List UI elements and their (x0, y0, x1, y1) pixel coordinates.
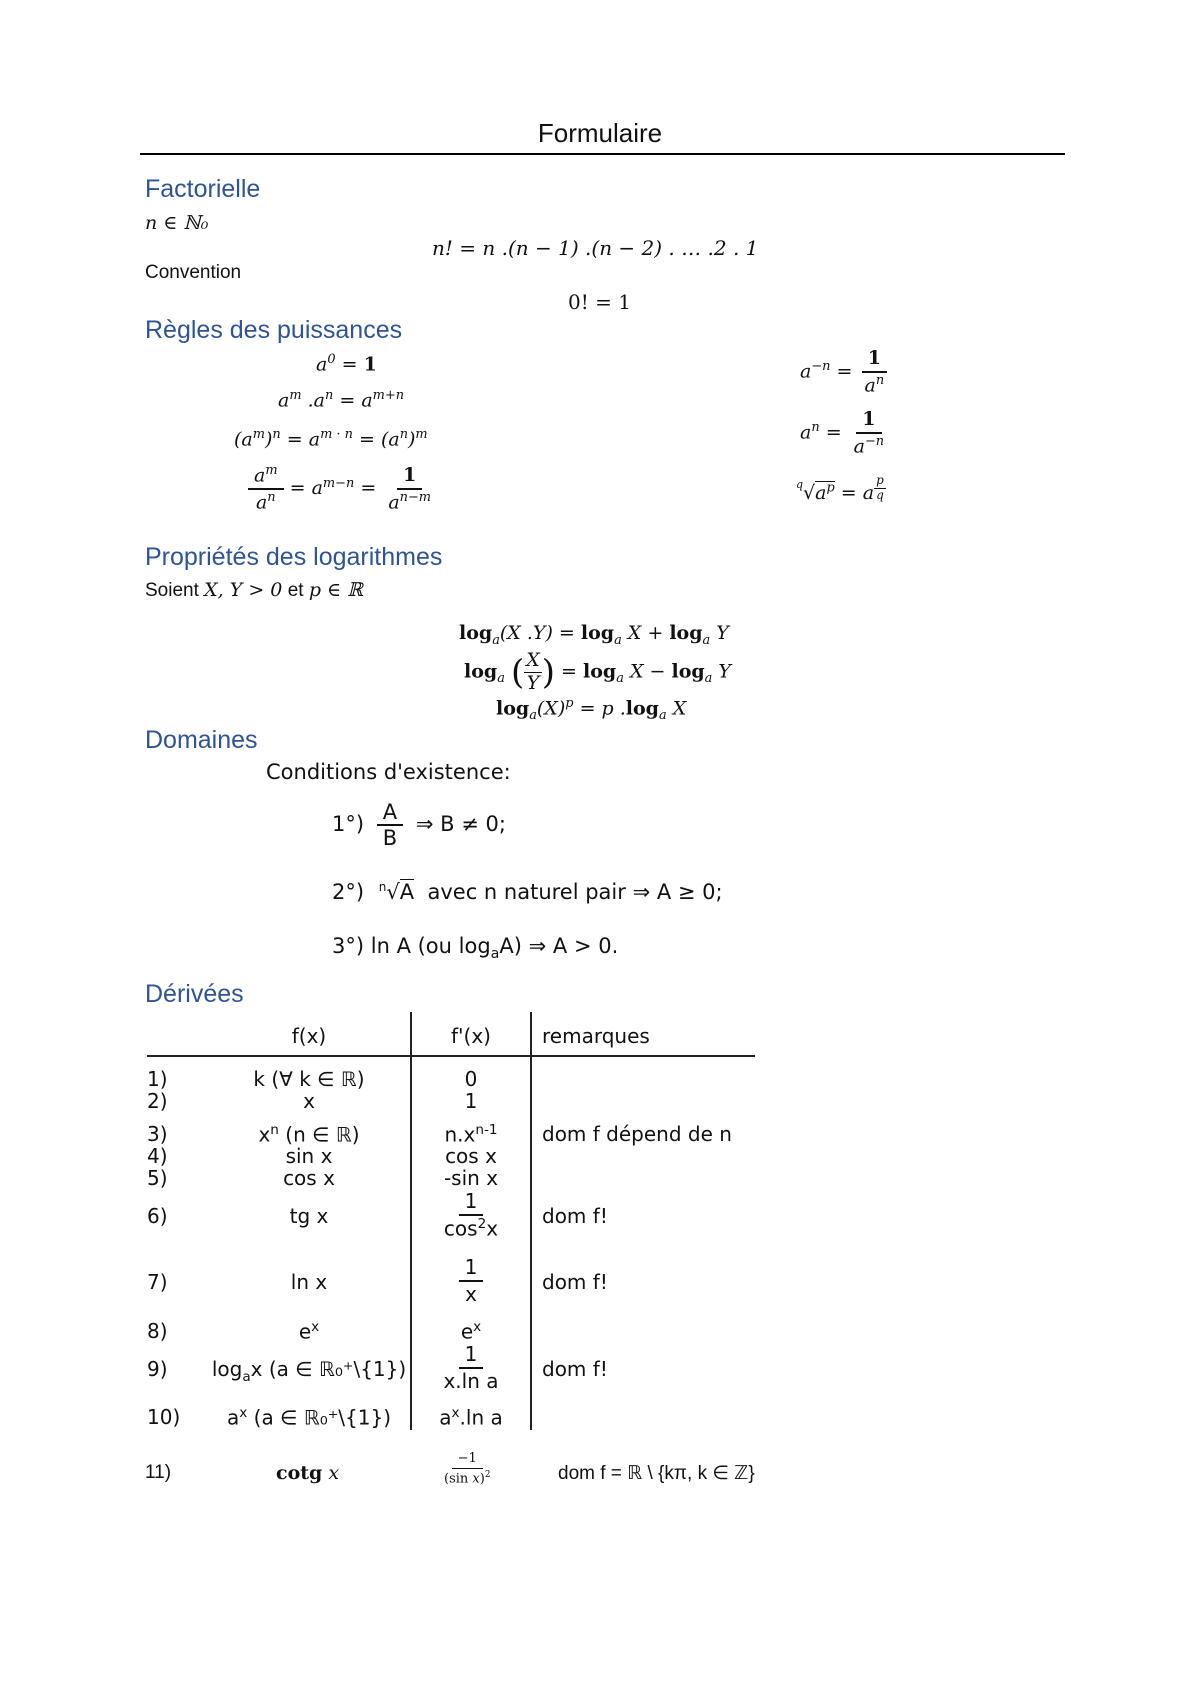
row-f: $\log_ax$ (a ∈ ℝ₀⁺\{1}) (211, 1357, 407, 1385)
row-f-base: e (298, 1319, 312, 1344)
et-label: et (287, 580, 304, 601)
convention-label: Convention (145, 262, 242, 283)
row-f: $e^x$ (298, 1319, 320, 1344)
power-rule-negative: $a^{-n}$ = $\frac{1}{a^n}$ (800, 348, 890, 397)
row-fprime-text: .ln a (459, 1405, 503, 1430)
condition-3-number: 3°) (332, 934, 365, 958)
row-fprime: 1 (464, 1089, 478, 1113)
derivatives-table (147, 1012, 755, 1430)
row-f: ln x (290, 1270, 328, 1294)
heading-factorielle: Factorielle (145, 175, 261, 203)
heading-derivees: Dérivées (145, 980, 244, 1008)
row-fprime: $n.x^{n-1}$ (444, 1122, 498, 1147)
row-f-condition: (n ∈ ℝ) (285, 1122, 360, 1147)
power-rule-quotient: $\frac{a^m}{a^n}$ = $a^{m-n}$ = $\frac{1}{a^{n-m}}$ (248, 464, 437, 514)
row-11-remark: dom f = ℝ \ {kπ, k ∈ ℤ} (558, 1463, 755, 1484)
log-conditions (145, 579, 363, 602)
condition-3-sub: a (490, 946, 500, 963)
row-fprime-text: n.x (444, 1122, 476, 1147)
row-f-condition: (a ∈ ℝ₀⁺\{1}) (268, 1357, 407, 1381)
column-header-remarques: remarques (542, 1024, 650, 1048)
row-number: 8) (147, 1319, 168, 1343)
table-divider-2 (530, 1012, 532, 1430)
condition-1-number: 1°) (332, 812, 365, 837)
row-f: $a^x$ (a ∈ ℝ₀⁺\{1}) (227, 1405, 391, 1430)
power-rule-product: $a^m$ $.a^n = a^{m+n}$ (278, 388, 405, 412)
page-title: Formulaire (537, 118, 663, 148)
heading-puissances: Règles des puissances (145, 316, 403, 344)
row-fprime: -sin x (443, 1166, 499, 1190)
condition-2: 2°) $^n$√A avec n naturel pair ⇒ A ≥ 0; (332, 880, 723, 904)
row-fprime: 0 (464, 1067, 478, 1091)
row-f: sin x (285, 1144, 333, 1168)
column-header-f: f(x) (291, 1024, 327, 1048)
row-11-number: 11) (145, 1462, 172, 1483)
soient-label: Soient (145, 580, 199, 601)
row-11-fprime: $\frac{-1}{(\sin x)^2}$ (444, 1451, 491, 1487)
column-header-fprime: f'(x) (451, 1024, 491, 1048)
row-fprime: $\frac{1}{\cos^2x}$ (443, 1189, 499, 1241)
power-rule-power: $(a^m)^n = a^{m \cdot n} = (a^n)^m$ (234, 427, 428, 451)
row-number: 5) (147, 1166, 168, 1190)
row-number: 2) (147, 1089, 168, 1113)
row-f-condition: (a ∈ ℝ₀⁺\{1}) (253, 1405, 391, 1430)
row-remark: dom f! (542, 1357, 608, 1381)
row-f: tg x (289, 1204, 329, 1228)
factorielle-domain: n ∈ ℕ₀ (145, 212, 209, 234)
row-f: cos x (283, 1166, 335, 1190)
row-remark: dom f! (542, 1270, 608, 1294)
row-number: 4) (147, 1144, 168, 1168)
soient-vars: X, Y > 0 (204, 579, 283, 601)
log-rule-product: $\log_a(X$ $.Y) = \log_a X + \log_a Y$ (459, 622, 729, 648)
row-fprime: $a^x.\ln$ a (439, 1405, 503, 1430)
row-number: 6) (147, 1204, 168, 1228)
condition-2-number: 2°) (332, 880, 365, 904)
row-number: 7) (147, 1270, 168, 1294)
row-fprime: $\frac{1}{x}$ (412, 1256, 530, 1306)
conditions-title: Conditions d'existence: (266, 760, 511, 784)
row-f: k (∀ k ∈ ℝ) (253, 1067, 365, 1091)
row-fprime: $\frac{1}{\text{x.ln a}}$ (443, 1342, 499, 1393)
p-domain: p ∈ ℝ (308, 579, 363, 601)
condition-1: 1°) $\frac{A}{B}$ ⇒ B ≠ 0; (332, 800, 506, 851)
convention-formula: 0! = 1 (568, 290, 631, 314)
table-header-rule (147, 1055, 755, 1057)
row-number: 9) (147, 1357, 168, 1381)
row-number: 1) (147, 1067, 168, 1091)
row-number: 10) (147, 1405, 181, 1429)
row-f: $x^n$ (n ∈ ℝ) (258, 1122, 360, 1147)
condition-3-rest: A) ⇒ A > 0. (499, 934, 619, 958)
row-11-f-name: cotg (276, 1462, 323, 1484)
factorielle-formula: n! = n .(n − 1) .(n − 2) . … .2 . 1 (432, 236, 759, 260)
log-rule-power: $\log_a(X)^p = p$ $.\log_a$ X (496, 696, 687, 724)
row-fprime: $e^x$ (460, 1319, 482, 1344)
condition-3-text: ln A (ou log (370, 934, 491, 958)
condition-1-text: ⇒ B ≠ 0; (415, 812, 506, 837)
power-rule-inverse: $a^n$ = $\frac{1}{a^{-n}}$ (800, 408, 885, 458)
row-remark: dom f dépend de n (542, 1122, 732, 1146)
row-f: x (303, 1089, 315, 1113)
title-underline (140, 153, 1065, 155)
power-rule-zero: $a^0 = 1$ (316, 352, 377, 376)
row-11-f: cotg x (276, 1462, 340, 1484)
condition-2-text: avec n naturel pair ⇒ A ≥ 0; (427, 880, 723, 904)
heading-domaines: Domaines (145, 726, 258, 754)
condition-3 (332, 934, 618, 962)
power-rule-root: $^q√a^p = a$ $^{\frac{p}{q}}$ (796, 473, 884, 505)
log-rule-quotient: $\log_a$ ( $\frac{X}{Y}$ ) = $\log_a X - \log_a Y$ (464, 649, 731, 694)
row-remark: dom f! (542, 1204, 608, 1228)
row-number: 3) (147, 1122, 168, 1146)
heading-logarithmes: Propriétés des logarithmes (145, 543, 443, 571)
row-fprime: cos x (445, 1144, 497, 1168)
row-fprime-base: e (460, 1319, 474, 1344)
